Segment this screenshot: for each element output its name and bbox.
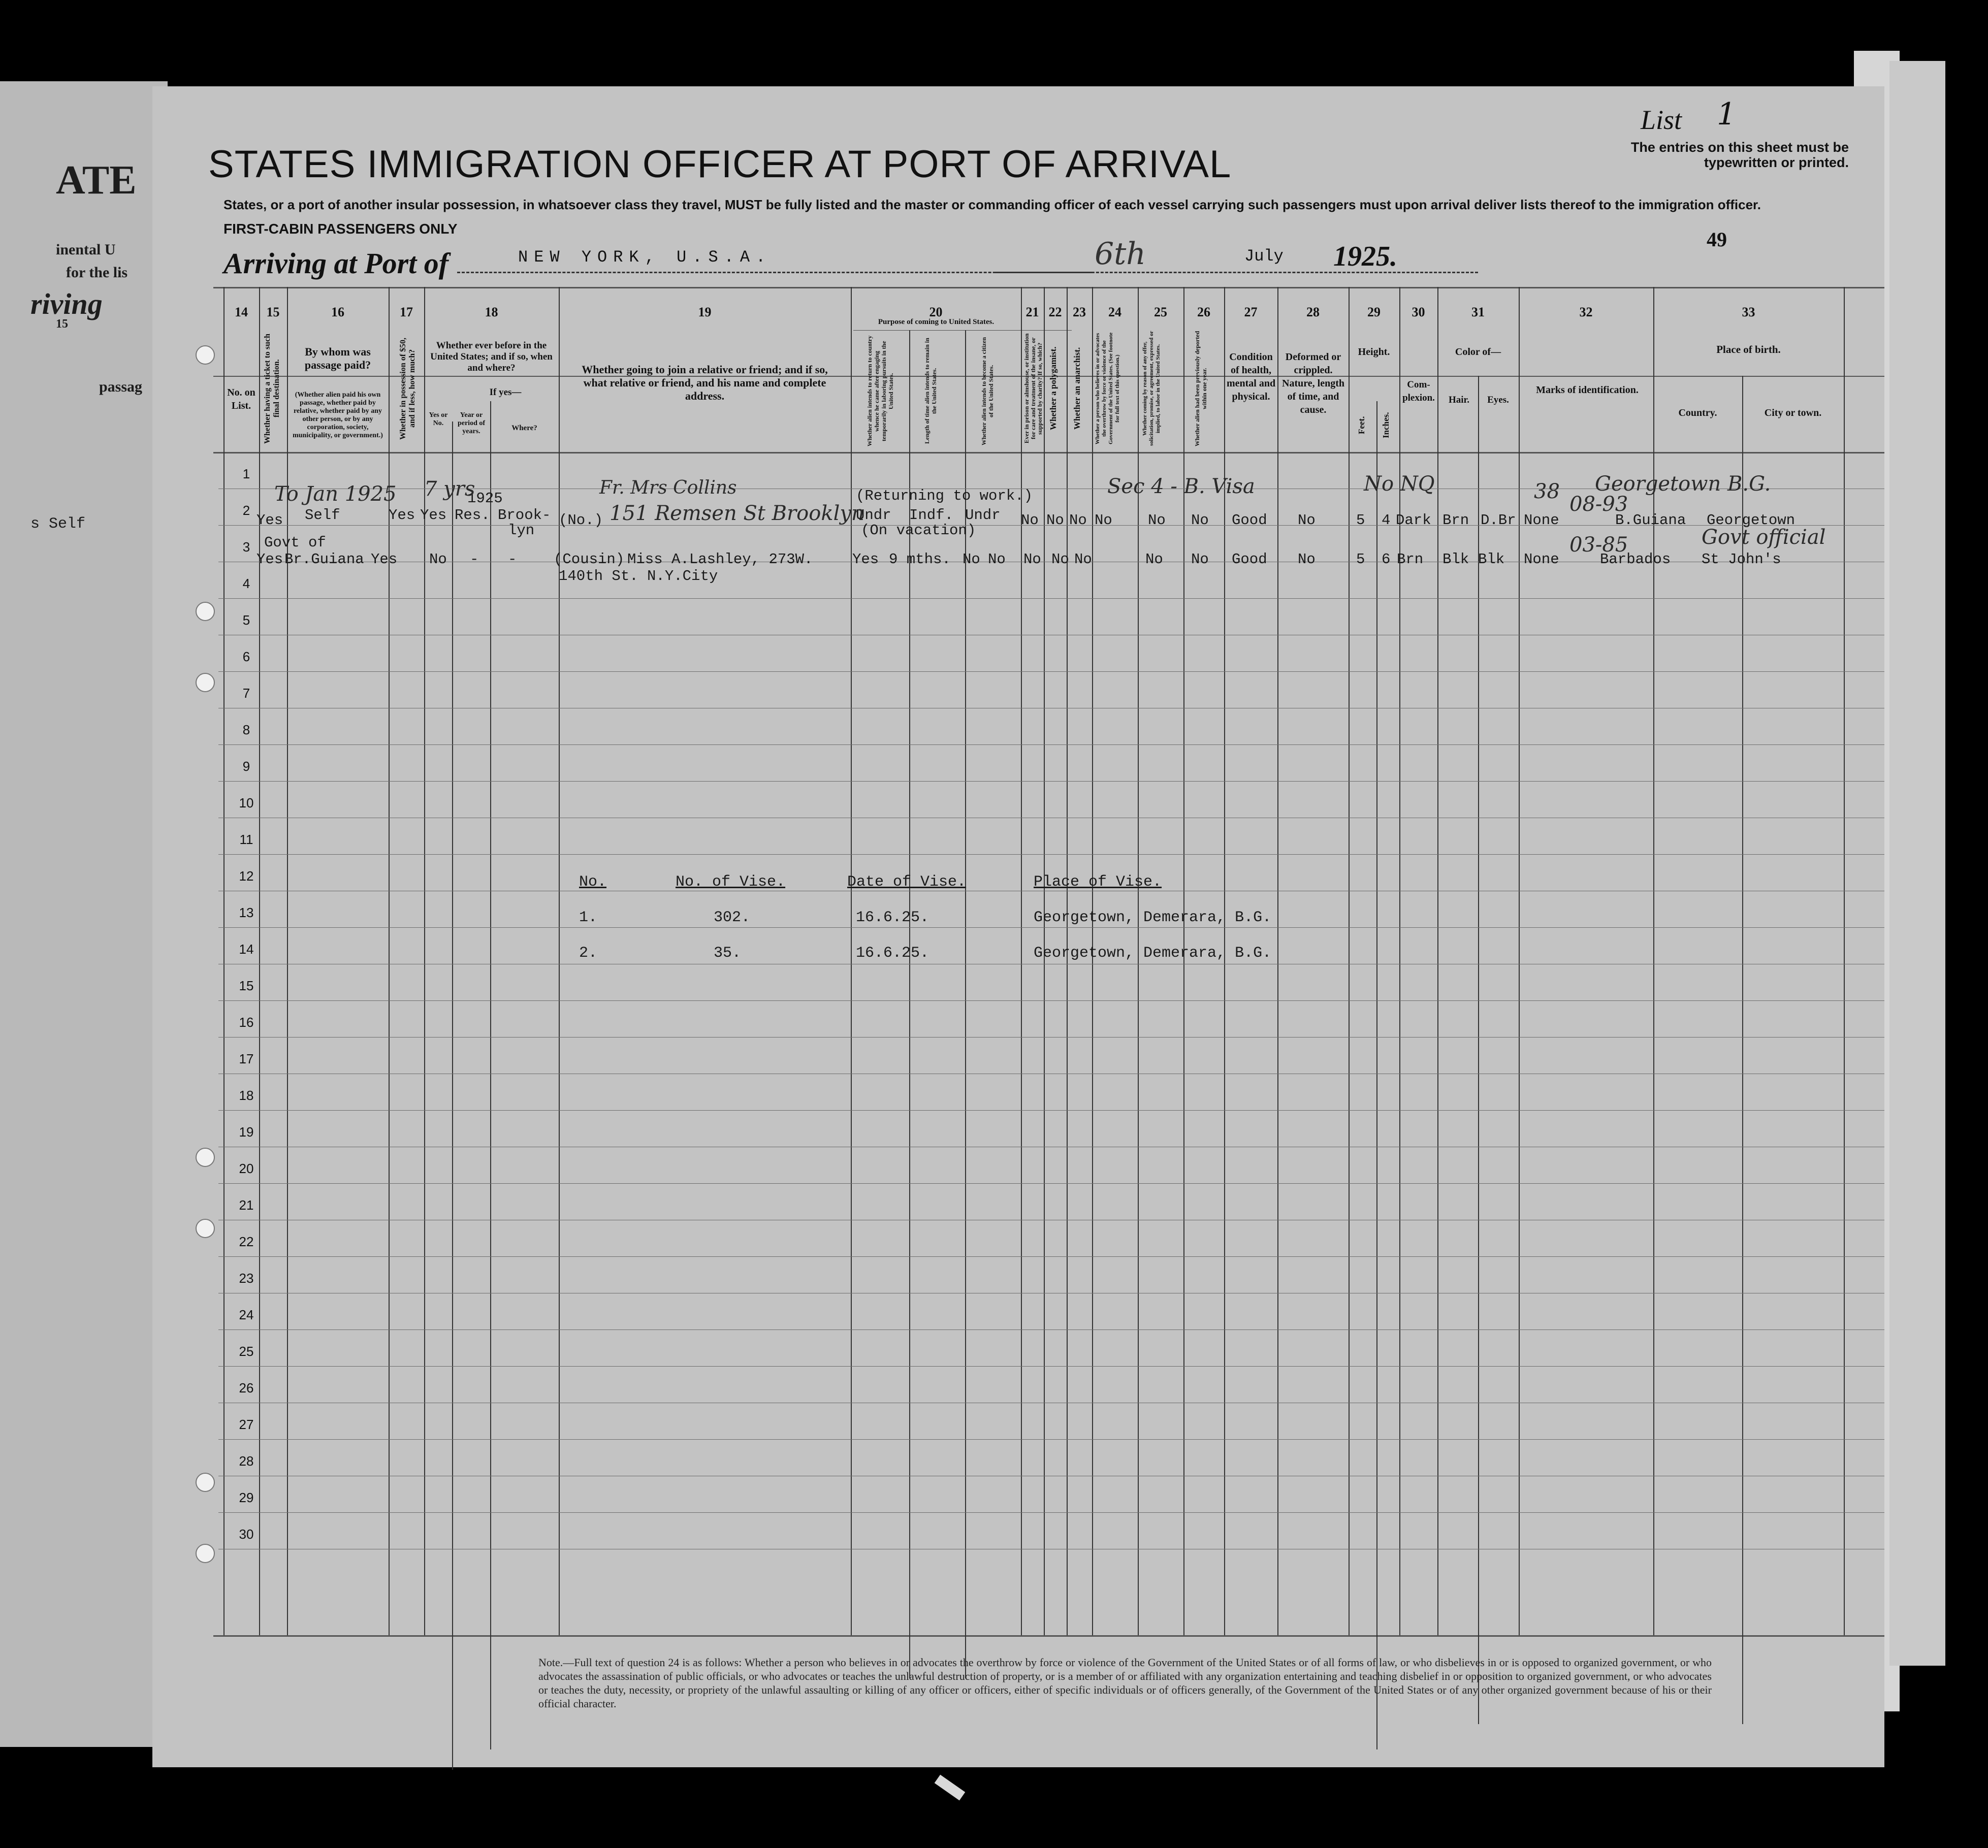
header-join-relative: Whether going to join a relative or friend; and if so, what relative or friend, and his name and complete address. — [582, 363, 828, 402]
visa-row-no: 2. — [579, 945, 598, 962]
header-eyes: Eyes. — [1487, 395, 1509, 405]
col-number: 25 — [1154, 305, 1167, 319]
col-line — [851, 287, 852, 1635]
header-no-on-list: No. on List. — [227, 387, 255, 411]
row-line — [218, 854, 1884, 855]
visa-row-no: 1. — [579, 909, 598, 926]
col-number: 21 — [1025, 305, 1039, 319]
cell-address-hand: 151 Remsen St Brooklyn — [610, 502, 864, 525]
binder-hole — [196, 673, 215, 692]
col-number: 15 — [266, 305, 280, 319]
row-number: 7 — [242, 686, 250, 701]
fragment-text: for the lis — [66, 264, 128, 281]
annotation-possession: 7 yrs — [424, 477, 475, 501]
manifest-sheet — [152, 86, 1884, 1767]
col-number: 29 — [1367, 305, 1381, 319]
arrival-year: 1925. — [1333, 241, 1397, 272]
annotation-marks-code: 03-85 — [1569, 533, 1628, 557]
cell-ever-yes: No — [429, 551, 447, 568]
col-number: 31 — [1471, 305, 1485, 319]
cell-hair: Brn — [1442, 512, 1469, 529]
row-line — [218, 1366, 1884, 1367]
row-number: 19 — [239, 1124, 254, 1140]
binder-hole — [196, 1544, 215, 1563]
cell-city: St John's — [1702, 551, 1781, 568]
row-number: 30 — [239, 1527, 254, 1542]
row-number: 11 — [239, 832, 253, 847]
col-line — [1376, 401, 1377, 1749]
header-purpose-return: Whether alien intends to return to country whence he came after engaging temporarily in laboring pursuits in the United States. — [866, 335, 894, 447]
underlying-page-edge — [1889, 61, 1945, 1666]
row-line — [218, 1183, 1884, 1184]
col-line — [1844, 287, 1845, 1635]
header-where: Where? — [511, 424, 537, 432]
visa-row-place: Georgetown, Demerara, B.G. — [1034, 909, 1272, 926]
cell-overthrow: No — [1095, 512, 1112, 529]
col-line — [490, 401, 491, 1749]
cell-feet: 5 — [1356, 551, 1365, 568]
fragment-text: passag — [99, 378, 143, 395]
arriving-label: Arriving at Port of — [223, 247, 449, 280]
col-number: 19 — [698, 305, 712, 319]
cell-purpose-top: (Returning to work.) — [856, 488, 1033, 504]
cell-inches: 6 — [1382, 551, 1391, 568]
col-number: 32 — [1579, 305, 1593, 319]
cell-year: - — [470, 551, 479, 568]
cell-prison: No — [1021, 512, 1039, 529]
cell-inches: 4 — [1382, 512, 1391, 529]
header-height: Height. — [1358, 346, 1390, 358]
row-number: 26 — [239, 1380, 254, 1396]
col-number: 14 — [235, 305, 248, 319]
cell-purpose-length: Indf. — [909, 507, 954, 524]
cell-offer: No — [1148, 512, 1166, 529]
col-number: 16 — [331, 305, 344, 319]
row-number: 21 — [239, 1197, 254, 1213]
cell-purpose-top: (On vacation) — [861, 522, 976, 539]
cell-polygamist: No — [1046, 512, 1064, 529]
col-number: 26 — [1197, 305, 1210, 319]
cell-by-whom: Br.Guiana — [284, 551, 364, 568]
cell-hair: Blk — [1442, 551, 1469, 568]
header-possession: Whether in possession of $50, and if less, how much? — [399, 337, 416, 440]
annotation-ticket: To Jan 1925 — [274, 482, 397, 506]
cell-country: B.Guiana — [1615, 512, 1686, 529]
row-number: 8 — [242, 722, 250, 737]
col-line — [1437, 287, 1438, 1635]
header-prison: Ever in prison or almshouse, or institution for care and treatment of the insane, or supported by charity? If so, which? — [1023, 333, 1043, 444]
col-number: 30 — [1412, 305, 1425, 319]
header-year-period: Year or period of years. — [457, 411, 486, 435]
col-number: 27 — [1244, 305, 1258, 319]
cell-prison: No — [988, 551, 1006, 568]
fragment-text: 15 — [56, 317, 68, 331]
cell-possession: Yes — [371, 551, 398, 568]
row-number: 27 — [239, 1417, 254, 1432]
row-number: 20 — [239, 1161, 254, 1176]
row-line — [218, 1439, 1884, 1440]
cell-polygamist: No — [1023, 551, 1041, 568]
header-bottom-border — [213, 452, 1884, 453]
fragment-text: riving — [30, 287, 103, 320]
sheet-number: 49 — [1707, 228, 1727, 251]
col-number: 17 — [400, 305, 413, 319]
row-line — [218, 1256, 1884, 1257]
row-number: 6 — [242, 649, 250, 664]
arrival-day: 6th — [1095, 236, 1146, 272]
header-city: City or town. — [1764, 407, 1822, 418]
col-line — [1742, 376, 1743, 1724]
visa-header-place: Place of Vise. — [1034, 873, 1162, 891]
cell-eyes: D.Br — [1481, 512, 1516, 529]
cell-where: - — [508, 551, 517, 568]
col-number: 22 — [1048, 305, 1062, 319]
entries-note: The entries on this sheet must be typewritten or printed. — [1630, 140, 1849, 170]
paper-scrap — [935, 1775, 966, 1801]
visa-row-date: 16.6.25. — [856, 909, 929, 926]
col-number: 28 — [1306, 305, 1320, 319]
table-bottom-border — [213, 1635, 1884, 1637]
col-line — [1478, 376, 1479, 1724]
row-number: 29 — [239, 1490, 254, 1505]
cell-eyes: Blk — [1478, 551, 1505, 568]
col-number: 20 — [929, 305, 943, 319]
row-number: 13 — [239, 905, 254, 920]
header-inches: Inches. — [1381, 412, 1391, 439]
col-line — [452, 422, 453, 1770]
annotation-section: Sec 4 - B. Visa — [1107, 475, 1255, 498]
cell-year-res: Res. — [455, 507, 490, 524]
row-line — [218, 1037, 1884, 1038]
arrival-month: July — [1244, 247, 1284, 266]
cell-ever-yes: Yes — [420, 507, 447, 524]
row-line — [218, 781, 1884, 782]
row-number: 10 — [239, 795, 254, 810]
row-line — [218, 671, 1884, 672]
binder-hole — [196, 1473, 215, 1492]
cell-ticket: Yes — [256, 551, 283, 568]
col-number: 24 — [1108, 305, 1121, 319]
cell-ticket-prefix: Govt of — [264, 534, 326, 551]
header-purpose-citizen: Whether alien intends to become a citizen of the United States. — [980, 337, 995, 445]
col-line — [559, 287, 560, 1635]
row-number: 28 — [239, 1453, 254, 1469]
row-number: 22 — [239, 1234, 254, 1249]
row-number: 12 — [239, 868, 254, 884]
instruction-note: States, or a port of another insular possession, in whatsoever class they travel, MUST be fully listed and the master or commanding officer of each vessel carrying such passengers must upon arrival deliver lists thereof to the immigration officer. — [223, 197, 1761, 212]
cell-purpose-citizen: No — [963, 551, 980, 568]
visa-header-no: No. — [579, 873, 607, 891]
page-title: STATES IMMIGRATION OFFICER AT PORT OF ARRIVAL — [208, 143, 1232, 186]
header-purpose-length: Length of time alien intends to remain in the United States. — [923, 338, 938, 444]
row-line — [218, 598, 1884, 599]
cell-marks: None — [1524, 512, 1559, 529]
cell-where: Brook- — [498, 507, 551, 524]
header-overthrow: Whether a person who believes in or advocates the overthrow by force or violence of the Government of the United States. (See footnote for full text of this question.) — [1095, 332, 1120, 445]
row-number: 3 — [242, 539, 250, 555]
visa-row-number: 302. — [714, 909, 751, 926]
visa-header-date: Date of Vise. — [847, 873, 967, 891]
header-if-yes: If yes— — [489, 387, 522, 398]
header-purpose: Purpose of coming to United States. — [878, 318, 995, 326]
cell-marks: None — [1524, 551, 1559, 568]
col-number: 33 — [1742, 305, 1755, 319]
header-feet: Feet. — [1357, 416, 1366, 435]
row-number: 4 — [242, 576, 250, 591]
cell-deported: No — [1191, 551, 1209, 568]
header-deported: Whether alien had been previously deported within one year. — [1194, 331, 1208, 446]
header-condition: Condition of health, mental and physical. — [1226, 351, 1276, 402]
cell-purpose-length: 9 mths. — [889, 551, 951, 568]
fragment-text: ATE — [56, 158, 137, 203]
row-line — [218, 1000, 1884, 1001]
cell-city: Georgetown — [1707, 512, 1795, 529]
cell-purpose-return: Undr — [856, 507, 891, 524]
footnote: Note.—Full text of question 24 is as follows: Whether a person who believes in or advocates the overthrow by force or violence of the Government of the United States or of all forms of law, or who disbelieves in or is opposed to organized government, or who advocates the assassination of public officials, or who advocates or teaches the unlawful destruction of property, or is a member of or affiliated with any organization entertaining and teaching disbelief in or opposition to organized government, or who advocates or teaches the duty, necessity, or propriety of the unlawful assaulting or killing of any officer or officers, either of specific individuals or of officers generally, of the Government of the United States or of any other organized government because of his or their official character. — [538, 1656, 1712, 1710]
header-color-of: Color of— — [1455, 346, 1501, 358]
row-number: 9 — [242, 759, 250, 774]
cell-deported: No — [1191, 512, 1209, 529]
row-line — [218, 927, 1884, 928]
header-hair: Hair. — [1449, 395, 1469, 405]
header-ticket: Whether having a ticket to such final destination. — [263, 333, 281, 444]
cell-complexion: Dark — [1396, 512, 1431, 529]
cell-overthrow: No — [1074, 551, 1092, 568]
col-line — [259, 287, 260, 1635]
cell-deformed: No — [1298, 512, 1316, 529]
cell-purpose-citizen: Undr — [965, 507, 1001, 524]
cell-anarchist: No — [1051, 551, 1069, 568]
header-by-whom: By whom was passage paid? — [304, 345, 371, 371]
annotation-marks: 38 — [1534, 480, 1560, 503]
row-line — [218, 744, 1884, 745]
header-marks: Marks of identification. — [1536, 384, 1639, 396]
header-by-whom-note: (Whether alien paid his own passage, whether paid by relative, whether paid by any other person, or by any corporation, society, municipality, or government.) — [293, 391, 383, 439]
header-country: Country. — [1678, 407, 1717, 418]
col-line — [1349, 287, 1350, 1635]
col-number: 23 — [1073, 305, 1086, 319]
fragment-text: inental U — [56, 241, 116, 258]
table-top-border — [213, 287, 1884, 288]
annotation-marks-code: 08-93 — [1569, 493, 1628, 516]
visa-row-number: 35. — [714, 945, 742, 962]
cell-address-b: 140th St. N.Y.City — [559, 568, 718, 585]
row-number: 24 — [239, 1307, 254, 1322]
row-number: 16 — [239, 1015, 254, 1030]
col-line — [223, 287, 225, 1635]
row-number: 2 — [242, 503, 250, 518]
row-number: 14 — [239, 942, 254, 957]
row-line — [218, 1512, 1884, 1513]
cell-deformed: No — [1298, 551, 1316, 568]
port-value: NEW YORK, U.S.A. — [518, 248, 772, 267]
header-place-birth: Place of birth. — [1716, 343, 1781, 355]
list-label: List — [1641, 105, 1682, 135]
binder-hole — [196, 345, 215, 365]
cell-address: Miss A.Lashley, 273W. — [627, 551, 813, 568]
row-number: 5 — [242, 612, 250, 628]
cell-where-b: lyn — [508, 522, 535, 539]
row-number: 25 — [239, 1344, 254, 1359]
col-line — [1519, 287, 1520, 1635]
annotation-birth: Georgetown B.G. — [1595, 472, 1771, 496]
cell-possession: Yes — [389, 507, 415, 524]
cell-year: 1925 — [467, 490, 503, 507]
binder-hole — [196, 1148, 215, 1167]
cell-country: Barbados — [1600, 551, 1671, 568]
visa-row-date: 16.6.25. — [856, 945, 929, 962]
cell-purpose-return: Yes — [852, 551, 879, 568]
header-yes-or-no: Yes or No. — [429, 411, 448, 427]
visa-row-place: Georgetown, Demerara, B.G. — [1034, 945, 1272, 962]
annotation-join: Fr. Mrs Collins — [599, 477, 737, 498]
annotation-nq: No NQ — [1364, 472, 1435, 496]
binder-hole — [196, 1219, 215, 1238]
cell-relation: (Cousin) — [554, 551, 625, 568]
cell-condition: Good — [1232, 512, 1267, 529]
binder-hole — [196, 602, 215, 621]
row-number: 18 — [239, 1088, 254, 1103]
header-ever-before: Whether ever before in the United States; and if so, when and where? — [430, 340, 553, 373]
cell-complexion: Brn — [1397, 551, 1424, 568]
cell-ticket: Yes — [256, 512, 283, 529]
fragment-text: s Self — [30, 515, 86, 533]
cell-relation: (No.) — [559, 512, 603, 529]
row-number: 17 — [239, 1051, 254, 1066]
header-polygamist: Whether a polygamist. — [1048, 346, 1058, 431]
row-number: 1 — [242, 466, 250, 481]
cell-offer: No — [1145, 551, 1163, 568]
row-number: 23 — [239, 1271, 254, 1286]
col-line — [1277, 287, 1278, 1635]
underlying-page-fragment — [0, 81, 168, 1747]
header-deformed: Deformed or crippled. Nature, length of time, and cause. — [1282, 351, 1344, 415]
header-offer: Whether coming by reason of any offer, solicitation, promise, or agreement, expressed or implied, to labor in the United States. — [1142, 331, 1161, 446]
date-underline — [996, 272, 1478, 273]
first-cabin-label: FIRST-CABIN PASSENGERS ONLY — [223, 221, 458, 237]
list-number: 1 — [1717, 96, 1737, 132]
cell-feet: 5 — [1356, 512, 1365, 529]
visa-header-number: No. of Vise. — [676, 873, 786, 891]
col-number: 18 — [485, 305, 498, 319]
row-line — [218, 1110, 1884, 1111]
row-number: 15 — [239, 978, 254, 993]
header-anarchist: Whether an anarchist. — [1072, 347, 1082, 430]
cell-by-whom: Self — [305, 507, 340, 524]
cell-condition: Good — [1232, 551, 1267, 568]
annotation-city: Govt official — [1702, 526, 1826, 549]
cell-anarchist: No — [1069, 512, 1087, 529]
header-complexion: Com- plexion. — [1402, 379, 1435, 403]
